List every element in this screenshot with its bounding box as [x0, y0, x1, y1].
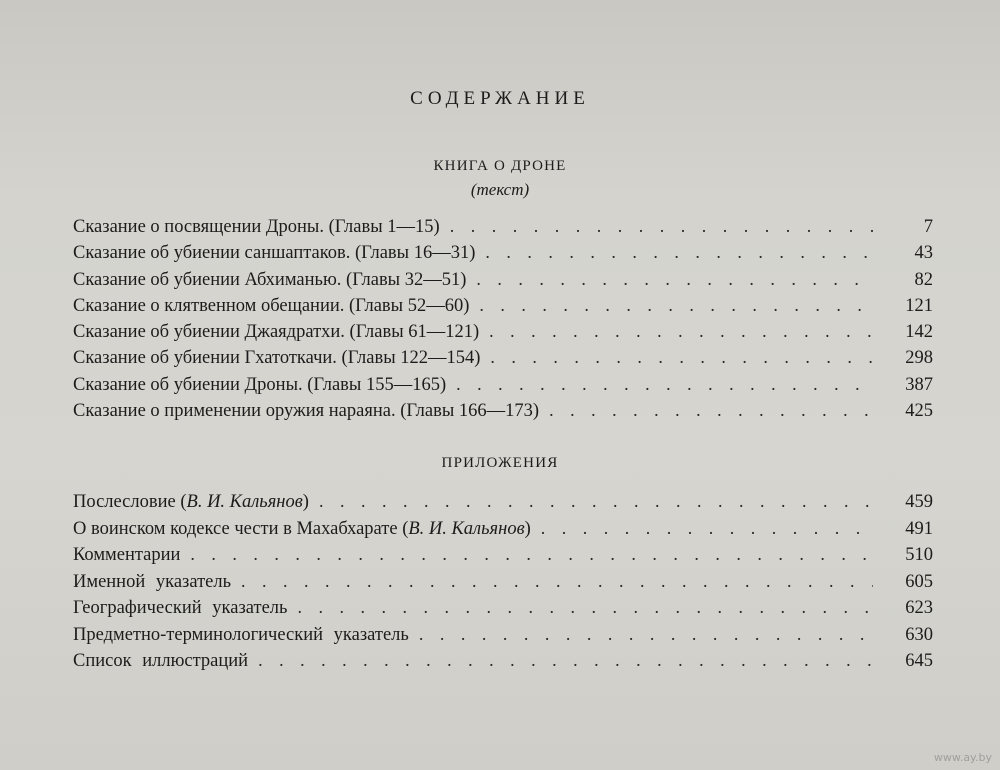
- appendix-heading: ПРИЛОЖЕНИЯ: [441, 455, 559, 471]
- toc-entry-title: Географический указатель: [73, 598, 288, 618]
- toc-entry: [73, 515, 933, 542]
- toc-entry: [73, 488, 933, 515]
- toc-entry: [73, 371, 933, 397]
- toc-entry-title: Комментарии: [73, 545, 181, 565]
- toc-appendix-list: [73, 488, 933, 674]
- toc-entry-title: Список иллюстраций: [73, 651, 249, 671]
- book-heading: КНИГА О ДРОНЕ: [433, 158, 567, 174]
- toc-entry-author: В. И. Кальянов: [186, 492, 303, 512]
- toc-entry-page: 605: [905, 571, 933, 592]
- toc-entry: [73, 292, 933, 318]
- dot-leader: [485, 239, 873, 265]
- dot-leader: [549, 397, 873, 423]
- book-subheading: (текст): [470, 180, 530, 199]
- toc-entry-page: 387: [905, 374, 933, 395]
- toc-entry: [73, 647, 933, 674]
- toc-entry: [73, 266, 933, 292]
- toc-entry-page: 43: [914, 243, 933, 264]
- toc-entry-page: 491: [905, 518, 933, 539]
- toc-entry-page: 298: [905, 348, 933, 369]
- toc-entry-page: 623: [905, 598, 933, 618]
- toc-entry: [73, 213, 933, 239]
- toc-entry-title: Предметно-терминологический указатель: [73, 624, 409, 645]
- toc-entry-title-end: ): [524, 518, 531, 539]
- dot-leader: [476, 266, 873, 292]
- toc-entry-author: В. И. Кальянов: [408, 518, 525, 539]
- toc-main-list: [73, 213, 933, 423]
- dot-leader: [479, 292, 873, 318]
- toc-entry-title-text: О воинском кодексе чести в Махабхарате (: [73, 518, 409, 539]
- toc-entry-title: Сказание об убиении Абхиманью. (Главы 32—51): [73, 269, 467, 290]
- toc-entry: [73, 397, 933, 423]
- toc-entry-page: 630: [905, 624, 933, 645]
- toc-entry-page: 7: [923, 217, 933, 237]
- dot-leader: [241, 568, 873, 594]
- toc-entry-title: Сказание о применении оружия нараяна. (Главы 166—173): [73, 401, 540, 422]
- dot-leader: [319, 488, 873, 514]
- toc-entry-page: 425: [905, 401, 933, 422]
- toc-entry-title: [73, 516, 531, 542]
- toc-entry-title: Сказание об убиении Дроны. (Главы 155—165): [73, 374, 447, 395]
- toc-entry-page: 645: [905, 651, 933, 671]
- dot-leader: [190, 541, 873, 567]
- dot-leader: [456, 371, 873, 397]
- toc-entry-page: 459: [905, 492, 933, 512]
- dot-leader: [489, 318, 873, 344]
- toc-entry: [73, 318, 933, 344]
- toc-entry-page: 121: [905, 295, 933, 316]
- dot-leader: [490, 344, 873, 370]
- dot-leader: [450, 213, 873, 239]
- toc-entry: [73, 568, 933, 595]
- toc-entry-title-end: ): [302, 492, 309, 512]
- dot-leader: [258, 647, 873, 673]
- watermark: www.ay.by: [933, 751, 992, 764]
- toc-entry-title: Сказание о клятвенном обещании. (Главы 52—60): [73, 295, 470, 316]
- toc-entry-title-text: Послесловие (: [73, 492, 187, 512]
- toc-entry-title: Сказание об убиении Джаядратхи. (Главы 61—121): [73, 322, 480, 343]
- toc-entry: [73, 239, 933, 265]
- toc-entry-page: 82: [914, 269, 933, 290]
- toc-entry: [73, 541, 933, 568]
- dot-leader: [541, 515, 873, 541]
- toc-entry-title: Сказание об убиении саншаптаков. (Главы 16—31): [73, 243, 476, 264]
- dot-leader: [419, 621, 873, 647]
- toc-entry-page: 142: [905, 322, 933, 343]
- page-title: СОДЕРЖАНИЕ: [410, 88, 590, 109]
- toc-entry-page: 510: [905, 545, 933, 565]
- toc-entry-title: Именной указатель: [73, 571, 232, 592]
- toc-entry: [73, 621, 933, 648]
- toc-entry-title: [73, 489, 309, 515]
- toc-entry: [73, 344, 933, 370]
- toc-entry-title: Сказание об убиении Гхатоткачи. (Главы 122—154): [73, 348, 481, 369]
- dot-leader: [297, 594, 873, 620]
- toc-entry: [73, 594, 933, 621]
- toc-entry-title: Сказание о посвящении Дроны. (Главы 1—15): [73, 217, 440, 237]
